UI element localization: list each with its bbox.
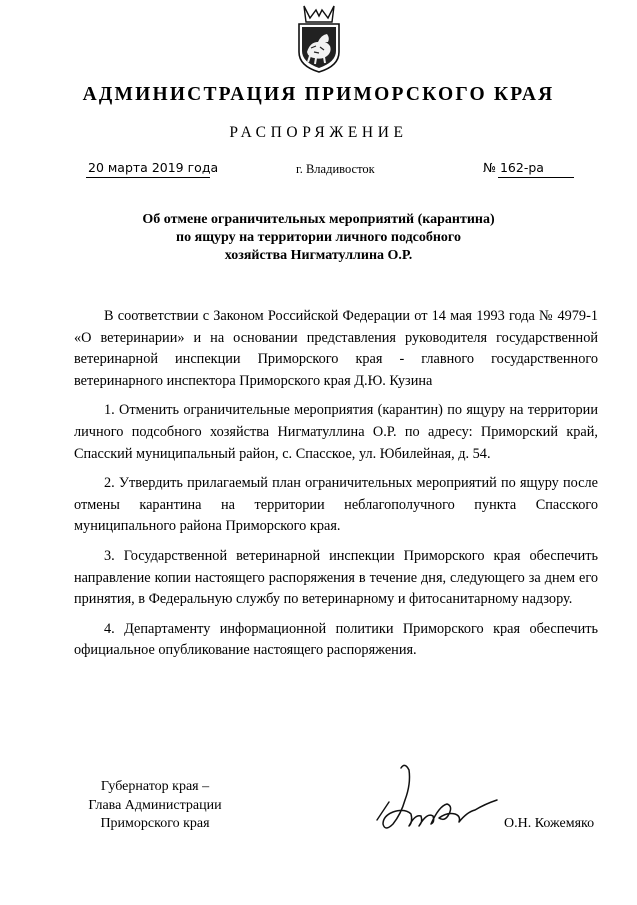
document-body <box>74 306 598 670</box>
item-paragraph-2: 2. Утвердить прилагаемый план ограничительных мероприятий по ящуру после отмены карантина на территории неблагополучного пункта Спасского муниципального района Приморского края. <box>74 475 598 535</box>
signatory-title-line: Приморского края <box>100 816 210 831</box>
organization-name: АДМИНИСТРАЦИЯ ПРИМОРСКОГО КРАЯ <box>82 84 555 105</box>
signatory-name: О.Н. Кожемяко <box>504 816 595 831</box>
document-type: РАСПОРЯЖЕНИЕ <box>229 124 408 141</box>
signatory-title-line: Губернатор края – <box>100 779 210 794</box>
document-city: г. Владивосток <box>296 162 375 176</box>
item-paragraph-4: 4. Департаменту информационной политики Приморского края обеспечить официальное опубликование настоящего распоряжения. <box>74 620 598 659</box>
handwritten-signature <box>375 760 500 840</box>
number-underline <box>498 177 574 178</box>
title-line: по ящуру на территории личного подсобного <box>176 230 461 245</box>
coat-of-arms-icon <box>296 2 342 74</box>
title-line: хозяйства Нигматуллина О.Р. <box>224 248 413 263</box>
signatory-title <box>80 778 230 834</box>
document-number: № 162-ра <box>483 160 544 175</box>
document-title <box>100 211 537 265</box>
item-paragraph-3: 3. Государственной ветеринарной инспекции Приморского края обеспечить направление копии настоящего распоряжения в течение дня, следующего за днем его принятия, в Федеральную службу по ветеринарному и фитосанитарному надзору. <box>74 547 598 608</box>
document-date: 20 марта 2019 года <box>88 160 219 175</box>
item-paragraph-1: 1. Отменить ограничительные мероприятия (карантин) по ящуру на территории личного подсобного хозяйства Нигматуллина О.Р. по адресу: Приморский край, Спасский муниципальный район, с. Спасское, ул. Юбилейная, д. 54. <box>74 402 598 462</box>
preamble-paragraph: В соответствии с Законом Российской Федерации от 14 мая 1993 года № 4979-1 «О ветеринарии» и на основании представления руководителя государственной ветеринарной инспекции Приморского края - главного государственного ветеринарного инспектора Приморского края Д.Ю. Кузина <box>74 308 598 389</box>
date-underline <box>86 177 210 178</box>
title-line: Об отмене ограничительных мероприятий (карантина) <box>142 212 495 227</box>
signatory-title-line: Глава Администрации <box>88 797 222 813</box>
